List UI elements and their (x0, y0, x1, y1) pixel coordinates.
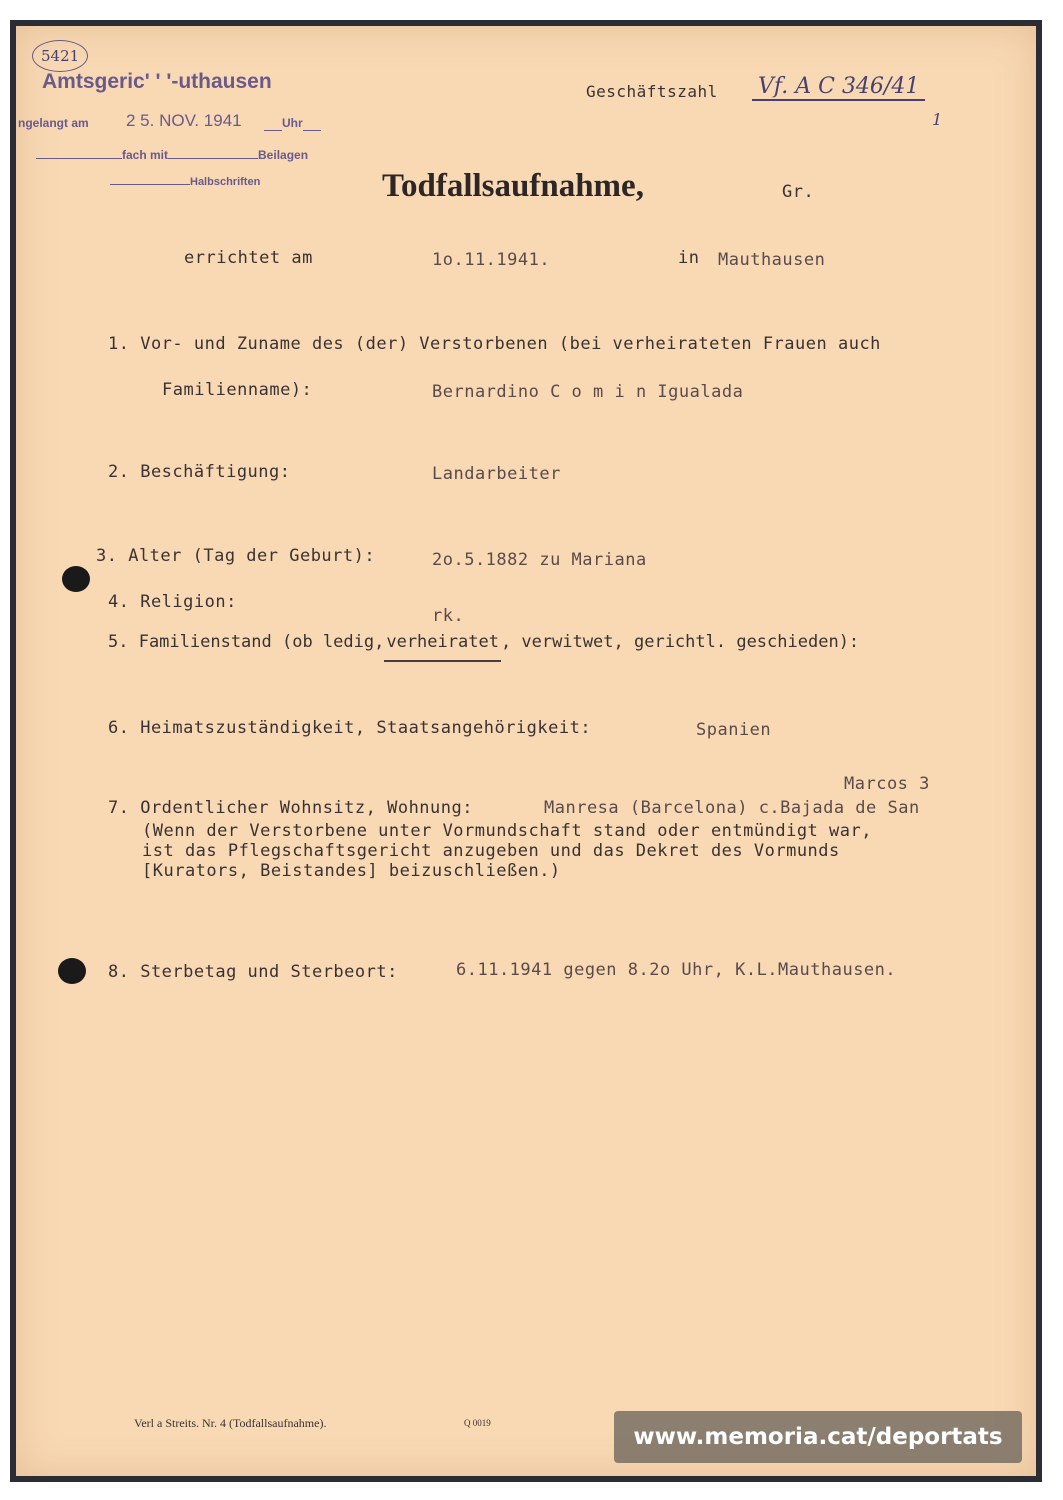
item-6-value: Spanien (696, 720, 772, 740)
item-4-value: rk. (432, 606, 465, 626)
document-page (10, 20, 1042, 1482)
title-suffix: Gr. (782, 182, 815, 202)
item-2-label: 2. Beschäftigung: (108, 462, 291, 482)
in-label: in (678, 248, 700, 268)
stamp-copies-label: fach mit Beilagen (36, 148, 308, 162)
form-reference: Verl a Streits. Nr. 4 (Todfallsaufnahme). (134, 1416, 327, 1430)
item-6-label: 6. Heimatszuständigkeit, Staatsangehörigkeit: (108, 718, 592, 738)
item-5-label (108, 632, 859, 662)
stamp-time-label: Uhr (264, 116, 321, 130)
item-7-note-line-2: ist das Pflegschaftsgericht anzugeben und das Dekret des Vormunds (142, 841, 840, 861)
item-3-value: 2o.5.1882 zu Mariana (432, 550, 647, 570)
item-1-label-cont: Familienname): (162, 380, 313, 400)
reference-handwritten: Vf. A C 346/41 (752, 74, 925, 101)
item-7-value: Manresa (Barcelona) c.Bajada de San (544, 798, 920, 818)
reference-mark: 1 (932, 110, 943, 129)
item-5-label-start: 5. Familienstand (ob ledig, (108, 632, 385, 652)
errichtet-date: 1o.11.1941. (432, 250, 551, 270)
errichtet-label: errichtet am (184, 248, 313, 268)
item-8-value: 6.11.1941 gegen 8.2o Uhr, K.L.Mauthausen. (456, 960, 897, 980)
item-7-label: 7. Ordentlicher Wohnsitz, Wohnung: (108, 798, 473, 818)
watermark-banner: www.memoria.cat/deportats (614, 1411, 1022, 1463)
stamp-received-date: 2 5. NOV. 1941 (126, 111, 242, 130)
stamp-halves-label: Halbschriften (110, 176, 260, 188)
place-value: Mauthausen (718, 250, 826, 270)
stamp-received-label: ngelangt am (18, 116, 89, 130)
reference-label: Geschäftszahl (586, 82, 718, 101)
item-7-value-above: Marcos 3 (844, 774, 930, 794)
stamp-court-name: Amtsgeric' ' '-uthausen (42, 70, 272, 93)
item-7-note-line-3: [Kurators, Beistandes] beizuschließen.) (142, 861, 561, 881)
item-1-value: Bernardino C o m i n Igualada (432, 382, 744, 402)
item-3-label: 3. Alter (Tag der Geburt): (96, 546, 376, 566)
item-1-label: 1. Vor- und Zuname des (der) Verstorbenen (bei verheirateten Frauen auch (108, 334, 881, 354)
item-2-value: Landarbeiter (432, 464, 561, 484)
item-5-label-end: , verwitwet, gerichtl. geschieden): (500, 632, 860, 652)
stamp-number: 5421 (32, 40, 88, 72)
punch-hole (58, 958, 86, 984)
document-title: Todfallsaufnahme, (382, 168, 644, 204)
punch-hole (62, 566, 90, 592)
item-8-label: 8. Sterbetag und Sterbeort: (108, 962, 398, 982)
item-5-selected-option: verheiratet (384, 632, 501, 662)
item-4-label: 4. Religion: (108, 592, 237, 612)
form-code: Q 0019 (464, 1418, 491, 1428)
item-7-note-line-1: (Wenn der Verstorbene unter Vormundschaft stand oder entmündigt war, (142, 821, 872, 841)
